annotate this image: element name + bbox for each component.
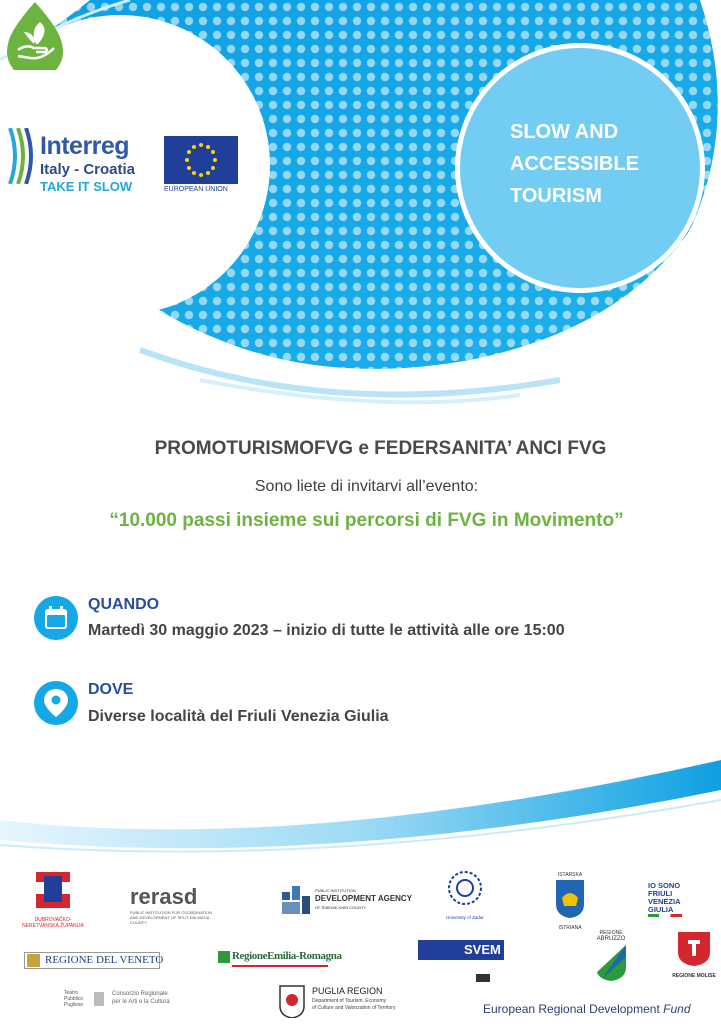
hand-leaf-icon: [0, 0, 70, 70]
svem-label: SVEM: [464, 942, 501, 957]
erdf-caption: [483, 1002, 691, 1016]
program-region: Italy - Croatia: [40, 161, 136, 178]
calendar-icon: [34, 596, 78, 640]
zadar-university-logo: [440, 870, 490, 926]
when-label: QUANDO: [88, 596, 160, 613]
where-label: DOVE: [88, 681, 134, 698]
header-banner: [0, 0, 721, 420]
teatro-mark: [94, 992, 104, 1006]
rerasd-logo: [130, 884, 216, 925]
molise-label: REGIONE MOLISE: [672, 973, 716, 979]
teatro-sub-2: per le Arti e la Cultura: [112, 999, 170, 1005]
rerasd-sub: PUBLIC INSTITUTION FOR COORDINATION AND DEVELOPMENT OF SPLIT-DALMATIA COUNTY: [130, 910, 213, 925]
fvg-region-logo: [648, 882, 698, 926]
fvg-line-3: VENEZIA: [648, 897, 681, 906]
abruzzo-region-logo: [592, 930, 630, 984]
veneto-label: REGIONE DEL VENETO: [45, 954, 164, 966]
where-value: Diverse località del Friuli Venezia Giulia: [88, 708, 389, 725]
rerasd-label: rerasd: [130, 884, 198, 909]
veneto-lion-icon: [27, 954, 40, 967]
program-name: Interreg: [40, 132, 130, 160]
footer-wave: [0, 760, 721, 870]
sibenik-sub: OF ŠIBENIK KNIN COUNTY: [315, 905, 367, 910]
theme-line-2: ACCESSIBLE: [510, 153, 639, 175]
abruzzo-shield-icon: [592, 943, 630, 983]
sibenik-label: DEVELOPMENT AGENCY: [315, 894, 413, 903]
puglia-label: PUGLIA REGION: [312, 986, 383, 996]
emilia-flag-icon: [218, 951, 230, 963]
fvg-flag-bar: [648, 914, 682, 917]
teatro-sub-1: Consorzio Regionale: [112, 991, 168, 997]
svem-logo: [418, 940, 504, 984]
puglia-sub-1: Department of Tourism, Economy: [312, 998, 387, 1004]
theme-line-3: TOURISM: [510, 185, 602, 207]
istria-shield-icon: [550, 878, 590, 920]
dubrovnik-county-logo: [22, 870, 84, 930]
istria-region-logo: [550, 872, 590, 932]
interreg-stripes-icon: [6, 128, 36, 184]
erdf-italic: Fund: [663, 1002, 691, 1016]
molise-shield-icon: [672, 930, 716, 968]
organizers-title: PROMOTURISMOFVG e FEDERSANITA’ ANCI FVG: [154, 438, 607, 459]
teatro-pubblico-logo: [64, 990, 204, 1014]
teatro-line-1: Teatro: [64, 990, 78, 996]
theme-line-1: SLOW AND: [510, 121, 619, 143]
theme-title: [510, 116, 690, 212]
erdf-main: European Regional Development: [483, 1002, 660, 1016]
abruzzo-line-2: ABRUZZO: [596, 936, 626, 942]
fvg-line-2: FRIULI: [648, 889, 673, 898]
zadar-emblem-icon: [440, 870, 490, 910]
puglia-region-logo: [278, 984, 418, 1018]
teatro-line-2: Pubblico: [64, 996, 84, 1002]
location-pin-icon: [34, 681, 78, 725]
interreg-logo: [6, 128, 246, 208]
puglia-shield-icon: [278, 984, 306, 1018]
teatro-line-3: Pugliese: [64, 1002, 84, 1008]
project-name: TAKE IT SLOW: [40, 179, 133, 194]
svem-mark: [476, 974, 490, 982]
emilia-underline: [232, 965, 328, 967]
invitation-intro: Sono liete di invitarvi all’evento:: [254, 478, 479, 495]
fvg-line-1: IO SONO: [648, 881, 681, 890]
eu-label: EUROPEAN UNION: [164, 186, 228, 193]
eu-flag-icon: [164, 136, 238, 184]
zadar-label: University of Zadar: [446, 915, 484, 920]
veneto-region-logo: [24, 952, 164, 969]
sibenik-small: PUBLIC INSTITUTION: [315, 888, 356, 893]
istria-top: ISTARSKA: [557, 872, 583, 878]
emilia-romagna-logo: [218, 950, 342, 968]
fvg-line-4: GIULIA: [648, 905, 674, 914]
molise-region-logo: [672, 930, 716, 978]
dubrovnik-label: DUBROVAČKO-NERETVANSKA ŽUPANIJA: [22, 917, 84, 929]
puglia-sub-2: of Culture and Valorization of Territory: [312, 1005, 396, 1011]
when-value: Martedì 30 maggio 2023 – inizio di tutte le attività alle ore 15:00: [88, 622, 565, 639]
abruzzo-line-1: REGIONE: [599, 930, 623, 936]
sibenik-agency-logo: [282, 886, 413, 918]
event-title: “10.000 passi insieme sui percorsi di FVG in Movimento”: [109, 510, 624, 531]
istria-bottom: ISTRIANA: [558, 925, 582, 931]
emilia-label: RegioneEmilia-Romagna: [232, 950, 342, 962]
sibenik-mark-icon: [282, 886, 312, 916]
